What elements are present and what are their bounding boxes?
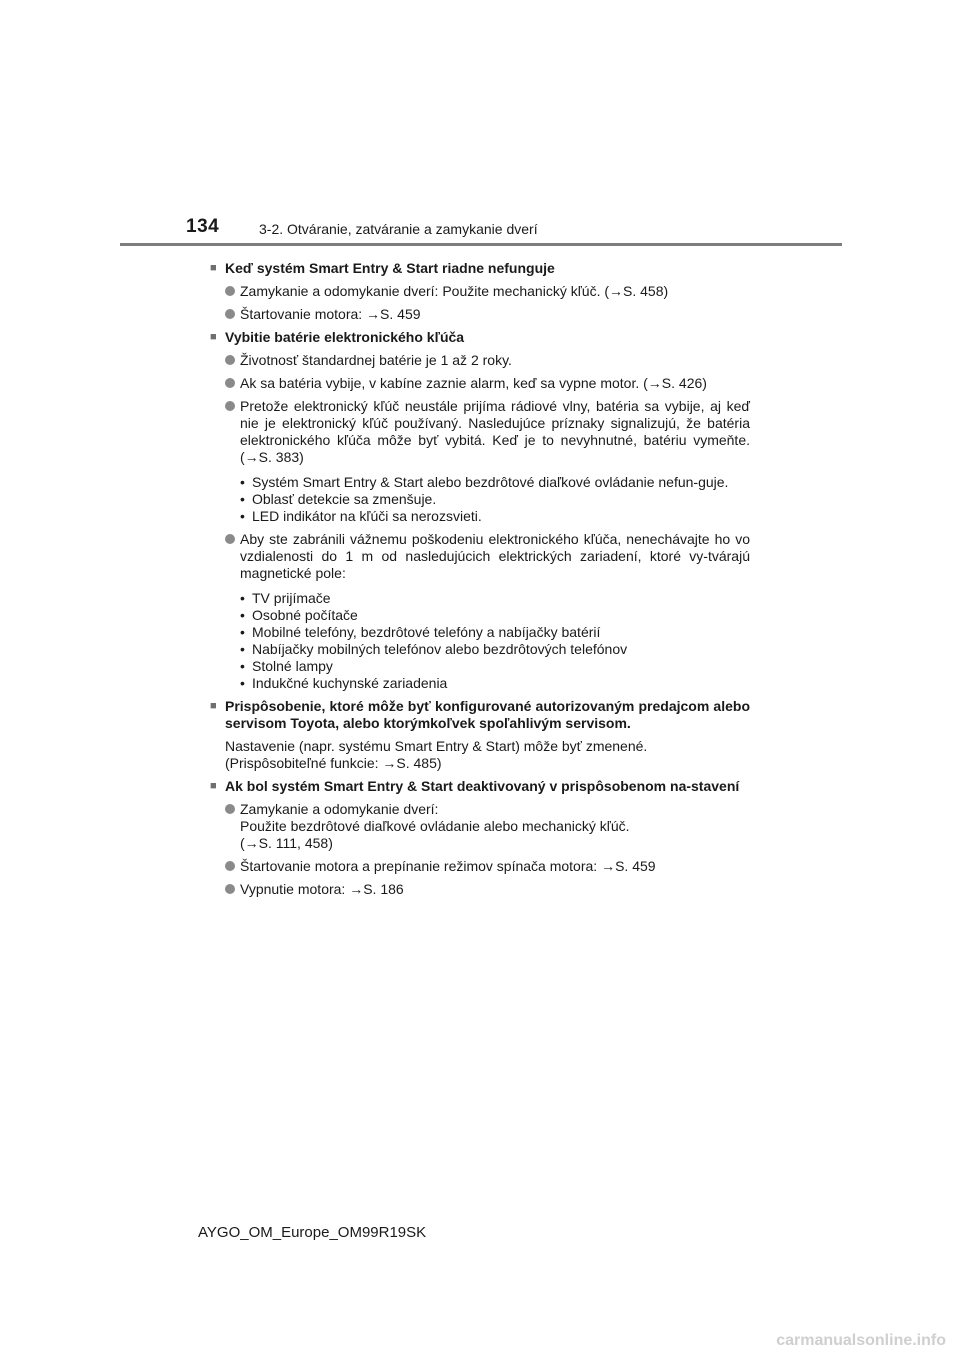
list-item — [225, 398, 750, 466]
footer-doc-id: AYGO_OM_Europe_OM99R19SK — [198, 1224, 427, 1241]
sub-item-text: TV prijímače — [252, 590, 331, 606]
circle-bullet-icon — [225, 801, 240, 852]
sub-list-item — [240, 590, 750, 607]
list-item — [225, 352, 750, 369]
page-number: 134 — [186, 216, 220, 237]
list-item — [225, 283, 750, 300]
heading-text: Keď systém Smart Entry & Start riadne nefunguje — [225, 260, 555, 276]
heading-key-battery-depletion — [210, 329, 750, 346]
bullet-text: Životnosť štandardnej batérie je 1 až 2 roky. — [240, 352, 512, 368]
dot-bullet-icon: • — [240, 658, 245, 674]
heading-customization — [210, 698, 750, 732]
heading-text: Ak bol systém Smart Entry & Start deaktivovaný v prispôsobenom na-stavení — [225, 778, 740, 794]
list-item — [225, 531, 750, 582]
circle-bullet-icon — [225, 306, 240, 323]
dot-bullet-icon: • — [240, 474, 245, 490]
dot-bullet-icon: • — [240, 590, 245, 606]
sub-list-item — [240, 624, 750, 641]
sub-item-text: Stolné lampy — [252, 658, 333, 674]
section-title: 3-2. Otváranie, zatváranie a zamykanie dverí — [259, 221, 538, 237]
dot-bullet-icon: • — [240, 607, 245, 623]
circle-bullet-icon — [225, 531, 240, 582]
circle-bullet-icon — [225, 375, 240, 392]
sub-list-item — [240, 491, 750, 508]
square-bullet-icon: ■ — [210, 331, 217, 343]
dot-bullet-icon: • — [240, 624, 245, 640]
sub-item-text: Osobné počítače — [252, 607, 358, 623]
sub-item-text: Indukčné kuchynské zariadenia — [252, 675, 448, 691]
dot-bullet-icon: • — [240, 675, 245, 691]
dot-bullet-icon: • — [240, 491, 245, 507]
watermark: carmanualsonline.info — [776, 1332, 946, 1349]
sub-item-text: Nabíjačky mobilných telefónov alebo bezdrôtových telefónov — [252, 641, 628, 657]
paragraph — [225, 738, 750, 772]
sub-item-text: Mobilné telefóny, bezdrôtové telefóny a nabíjačky batérií — [252, 624, 601, 640]
heading-smart-entry-deactivated — [210, 778, 750, 795]
heading-text: Vybitie batérie elektronického kľúča — [225, 329, 465, 345]
dot-bullet-icon: • — [240, 641, 245, 657]
heading-smart-entry-malfunction — [210, 260, 750, 277]
bullet-text: Zamykanie a odomykanie dverí: Použite mechanický kľúč. (→S. 458) — [240, 283, 669, 299]
sub-list-item — [240, 607, 750, 624]
bullet-text — [240, 801, 750, 852]
square-bullet-icon: ■ — [210, 700, 217, 712]
list-item — [225, 306, 750, 323]
list-item — [225, 375, 750, 392]
bullet-text: Aby ste zabránili vážnemu poškodeniu elektronického kľúča, nenechávajte ho vo vzdialenosti do 1 m od nasledujúcich elektrických zariadení, ktoré vy-tvárajú magnetické pole: — [240, 531, 750, 581]
circle-bullet-icon — [225, 858, 240, 875]
sub-list-item — [240, 508, 750, 525]
sub-item-text: Systém Smart Entry & Start alebo bezdrôtové diaľkové ovládanie nefun-guje. — [252, 474, 729, 490]
circle-bullet-icon — [225, 283, 240, 300]
dot-bullet-icon: • — [240, 508, 245, 524]
circle-bullet-icon — [225, 881, 240, 898]
sub-list-item — [240, 675, 750, 692]
sub-list-symptoms — [240, 474, 750, 525]
bullet-text: Pretože elektronický kľúč neustále prijíma rádiové vlny, batéria sa vybije, aj keď nie je elektronický kľúč používaný. Nasledujúce príznaky signalizujú, že batéria elektronického kľúča môže byť vybitá. Keď je to nevyhnutné, batériu vymeňte. (→S. 383) — [240, 398, 750, 465]
square-bullet-icon: ■ — [210, 780, 217, 792]
heading-text: Prispôsobenie, ktoré môže byť konfigurované autorizovaným predajcom alebo servisom Toyota, alebo ktorýmkoľvek spoľahlivým servisom. — [225, 698, 750, 731]
sub-list-item — [240, 474, 750, 491]
main-content — [210, 254, 750, 904]
bullet-line: Zamykanie a odomykanie dverí: — [240, 801, 439, 817]
bullet-text: Ak sa batéria vybije, v kabíne zaznie alarm, keď sa vypne motor. (→S. 426) — [240, 375, 707, 391]
paragraph-line: (Prispôsobiteľné funkcie: →S. 485) — [225, 755, 442, 771]
list-item — [225, 801, 750, 852]
sub-list-devices — [240, 590, 750, 692]
list-item — [225, 881, 750, 898]
header-rule — [120, 243, 842, 246]
bullet-text: Štartovanie motora a prepínanie režimov spínača motora: →S. 459 — [240, 858, 656, 874]
sub-item-text: Oblasť detekcie sa zmenšuje. — [252, 491, 437, 507]
sub-list-item — [240, 641, 750, 658]
bullet-line: (→S. 111, 458) — [240, 835, 333, 851]
circle-bullet-icon — [225, 352, 240, 369]
sub-list-item — [240, 658, 750, 675]
circle-bullet-icon — [225, 398, 240, 466]
bullet-line: Použite bezdrôtové diaľkové ovládanie alebo mechanický kľúč. — [240, 818, 630, 834]
bullet-text: Štartovanie motora: →S. 459 — [240, 306, 421, 322]
bullet-text: Vypnutie motora: →S. 186 — [240, 881, 404, 897]
sub-item-text: LED indikátor na kľúči sa nerozsvieti. — [252, 508, 482, 524]
square-bullet-icon: ■ — [210, 262, 217, 274]
list-item — [225, 858, 750, 875]
paragraph-line: Nastavenie (napr. systému Smart Entry & Start) môže byť zmenené. — [225, 738, 648, 754]
